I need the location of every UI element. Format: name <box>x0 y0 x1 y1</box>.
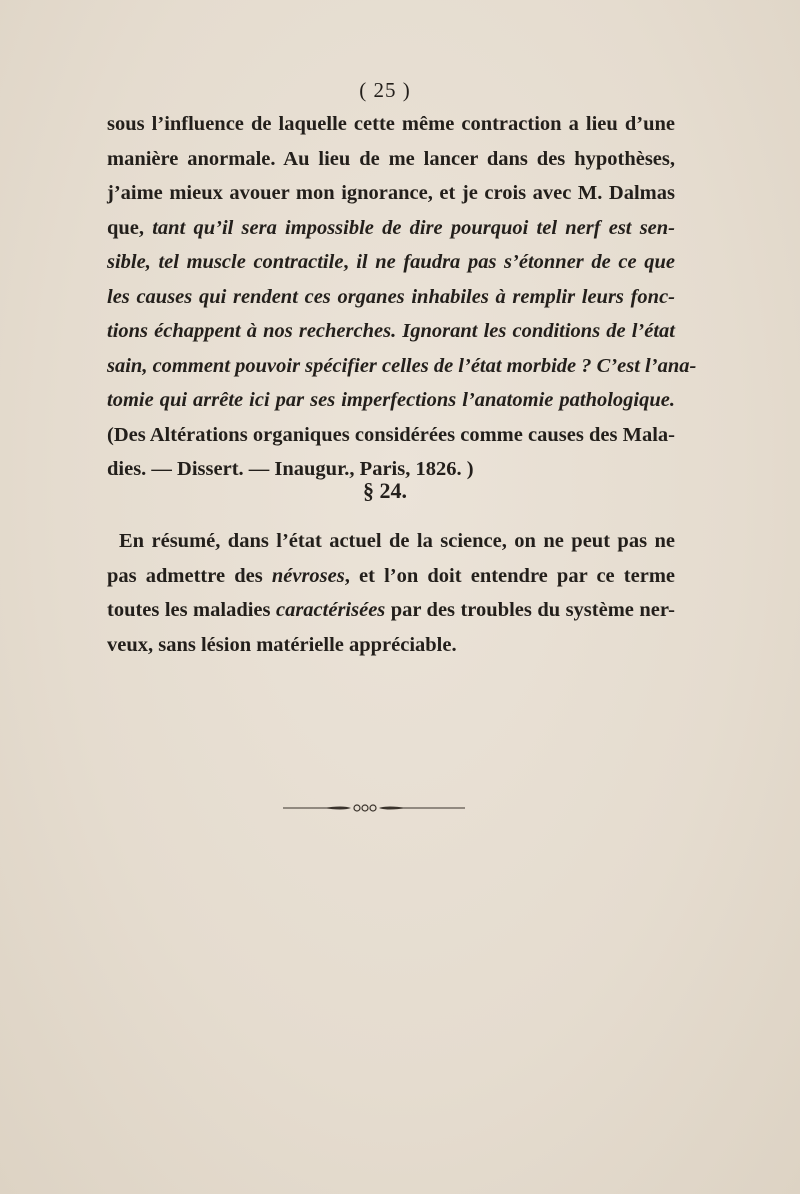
text-run: névroses <box>271 564 345 587</box>
text-run: , et l’on doit entendre par ce terme <box>344 564 675 587</box>
text-run: il ne faudra pas s’étonner de ce que <box>356 251 675 273</box>
text-line <box>107 314 675 349</box>
text-run: caractérisées <box>275 599 386 621</box>
section-heading: § 24. <box>363 478 407 503</box>
text-run: les causes qui rendent ces organes inhabiles à remplir leurs fonc- <box>107 285 675 308</box>
text-line <box>107 107 675 142</box>
text-run: par des troubles du système ner- <box>385 599 675 621</box>
text-run: (Des Altérations organiques considérées comme causes des Mala- <box>107 423 675 446</box>
text-run: manière anormale. Au lieu de me lancer dans des hypothèses, <box>107 147 675 170</box>
text-run: tions échappent à nos recherches. Ignorant les conditions de l’état <box>107 320 675 342</box>
text-run: sain, comment pouvoir spécifier celles de l’état morbide ? C’est l’ana- <box>107 354 697 377</box>
text-line <box>107 142 675 177</box>
text-run: sous l’influence de laquelle cette même contraction a lieu d’une <box>107 113 675 135</box>
text-line <box>107 383 675 418</box>
text-line <box>107 245 675 280</box>
ornamental-rule-icon <box>283 802 465 814</box>
text-line <box>107 628 675 663</box>
text-run: tomie qui arrête ici par ses imperfections l’anatomie pathologique. <box>107 389 675 411</box>
text-run: veux, sans lésion matérielle appréciable. <box>107 633 457 656</box>
text-run: , <box>343 251 357 273</box>
text-run: pas admettre des <box>107 564 272 587</box>
text-run: tant qu’il sera impossible de dire pourquoi tel nerf est sen- <box>152 216 675 239</box>
text-run: j’aime mieux avouer mon ignorance, et je crois avec M. Dalmas <box>107 182 675 204</box>
text-line <box>107 176 675 211</box>
page-number: ( 25 ) <box>359 78 411 102</box>
paragraph-citation <box>107 107 697 487</box>
text-line <box>107 418 675 453</box>
text-line <box>107 211 675 246</box>
text-line <box>107 280 675 315</box>
text-line <box>107 524 675 559</box>
text-line <box>107 349 697 384</box>
text-run: toutes les maladies <box>107 599 276 621</box>
paragraph-summary <box>107 524 675 662</box>
text-line <box>107 559 675 594</box>
text-run: sible, tel muscle contractile <box>107 251 344 273</box>
text-run: En résumé, dans l’état actuel de la science, on ne peut pas ne <box>119 530 675 552</box>
text-run: dies. — Dissert. — Inaugur., Paris, 1826. ) <box>107 458 474 480</box>
text-run: que, <box>107 216 153 239</box>
text-line <box>107 593 675 628</box>
